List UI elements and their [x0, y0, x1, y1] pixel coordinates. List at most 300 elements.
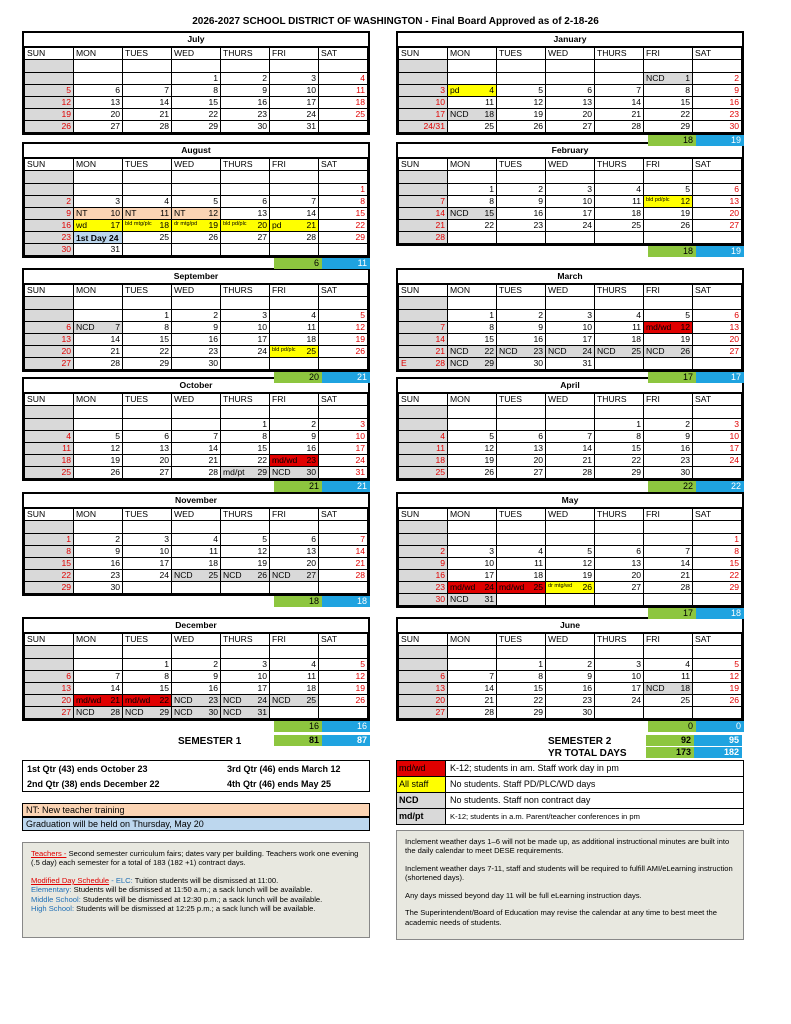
day-cell	[221, 695, 270, 707]
legend-desc: No students. Staff PD/PLC/WD days	[450, 779, 596, 789]
blank-cell	[221, 297, 270, 310]
day-cell: 17	[448, 570, 497, 582]
day-cell: 9	[221, 85, 270, 97]
day-cell: 3	[595, 659, 644, 671]
day-header: TUES	[123, 159, 172, 171]
day-tag: NCD	[548, 346, 567, 357]
day-cell: 13	[693, 196, 742, 208]
day-cell: 11	[399, 443, 448, 455]
student-day-count: 21	[274, 481, 322, 492]
day-cell: 21	[399, 346, 448, 358]
day-tag: NT	[174, 208, 186, 219]
year-totals	[646, 747, 742, 758]
day-header: MON	[74, 394, 123, 406]
blank-cell	[123, 521, 172, 534]
day-cell	[693, 358, 742, 370]
day-header: MON	[448, 159, 497, 171]
day-tag: wd	[76, 220, 87, 231]
day-cell	[123, 184, 172, 196]
day-header: THURS	[595, 509, 644, 521]
month-day-counts	[648, 608, 744, 619]
day-header: TUES	[123, 509, 172, 521]
weather-note: Inclement weather days 7-11, staff and students will be required to fulfill AMI/eLearning instruction (shortened days).	[405, 863, 733, 883]
day-cell	[644, 346, 693, 358]
day-cell: 22	[319, 220, 368, 232]
day-cell: 2	[172, 310, 221, 322]
day-header: THURS	[221, 634, 270, 646]
day-cell	[74, 232, 123, 244]
day-header: THURS	[221, 48, 270, 60]
day-cell: 10	[221, 322, 270, 334]
day-cell: 9	[399, 558, 448, 570]
month-name: April	[398, 379, 742, 393]
day-header: SUN	[399, 394, 448, 406]
day-cell: 16	[399, 570, 448, 582]
day-header: WED	[172, 159, 221, 171]
day-cell: 27	[399, 707, 448, 719]
day-cell: 9	[693, 85, 742, 97]
day-cell: 27	[74, 121, 123, 133]
staff-day-count: 22	[696, 481, 744, 492]
day-cell	[595, 346, 644, 358]
day-cell: 3	[221, 310, 270, 322]
day-cell	[693, 467, 742, 479]
day-cell	[74, 659, 123, 671]
month-day-counts	[648, 721, 744, 732]
staff-day-count: 18	[322, 596, 370, 607]
day-cell	[644, 196, 693, 208]
day-tag: bld pd/plc	[272, 347, 296, 354]
month-name: January	[398, 33, 742, 47]
day-cell: 28	[270, 232, 319, 244]
day-cell	[399, 184, 448, 196]
day-header: SAT	[693, 509, 742, 521]
day-cell: 5	[319, 659, 368, 671]
day-cell: 4	[644, 659, 693, 671]
legend-key: All staff	[397, 777, 446, 792]
month-day-counts	[274, 481, 370, 492]
blank-cell	[172, 171, 221, 184]
staff-day-count: 0	[696, 721, 744, 732]
day-cell: 14	[74, 683, 123, 695]
day-number: 25	[208, 570, 218, 581]
day-cell: 18	[270, 334, 319, 346]
day-number: 23	[208, 695, 218, 706]
day-tag: NCD	[450, 358, 469, 369]
month-april	[396, 377, 744, 481]
blank-cell	[497, 171, 546, 184]
day-header: TUES	[497, 394, 546, 406]
day-cell	[644, 707, 693, 719]
day-cell: 6	[74, 85, 123, 97]
day-cell	[74, 419, 123, 431]
day-cell	[448, 346, 497, 358]
blank-cell	[399, 646, 448, 659]
day-cell: 1	[595, 419, 644, 431]
day-cell: 4	[595, 184, 644, 196]
day-cell	[172, 707, 221, 719]
day-cell	[270, 455, 319, 467]
day-cell: 22	[644, 109, 693, 121]
day-cell: 17	[546, 208, 595, 220]
blank-cell	[123, 297, 172, 310]
day-cell: 17	[693, 443, 742, 455]
blank-cell	[595, 171, 644, 184]
day-cell	[74, 73, 123, 85]
day-cell: 12	[25, 97, 74, 109]
day-cell	[448, 582, 497, 594]
day-cell	[74, 208, 123, 220]
day-cell: 29	[319, 232, 368, 244]
student-day-count: 18	[648, 135, 696, 146]
day-cell: 28	[595, 121, 644, 133]
day-cell: 17	[546, 334, 595, 346]
day-cell: 20	[595, 570, 644, 582]
day-header: SAT	[319, 509, 368, 521]
weather-note: Any days missed beyond day 11 will be full eLearning instruction days.	[405, 890, 642, 900]
blank-cell	[693, 406, 742, 419]
day-cell: 13	[25, 683, 74, 695]
day-cell: 6	[693, 310, 742, 322]
day-cell: 17	[123, 558, 172, 570]
day-cell: 19	[497, 109, 546, 121]
student-day-count: 18	[648, 246, 696, 257]
day-cell	[270, 358, 319, 370]
day-cell: 8	[172, 85, 221, 97]
day-cell: 25	[319, 109, 368, 121]
day-cell	[221, 467, 270, 479]
month-name: November	[24, 494, 368, 508]
day-header: THURS	[595, 159, 644, 171]
day-cell	[270, 244, 319, 256]
day-header: MON	[448, 394, 497, 406]
month-name: October	[24, 379, 368, 393]
day-cell: 28	[74, 358, 123, 370]
blank-cell	[270, 171, 319, 184]
day-cell: 14	[123, 97, 172, 109]
day-cell: 19	[25, 109, 74, 121]
day-tag: md/wd	[272, 455, 298, 466]
day-header: THURS	[595, 48, 644, 60]
month-november	[22, 492, 370, 596]
day-cell	[270, 707, 319, 719]
day-cell: 12	[546, 558, 595, 570]
blank-cell	[270, 646, 319, 659]
day-cell	[270, 582, 319, 594]
day-cell: 4	[270, 310, 319, 322]
day-cell: 18	[399, 455, 448, 467]
day-header: WED	[172, 394, 221, 406]
day-cell: 4	[270, 659, 319, 671]
day-cell: 29	[25, 582, 74, 594]
day-header: FRI	[644, 394, 693, 406]
day-cell	[74, 695, 123, 707]
day-cell: 6	[270, 534, 319, 546]
day-cell	[546, 582, 595, 594]
day-cell: 8	[595, 431, 644, 443]
day-tag: bld mtg/plc	[125, 221, 152, 228]
staff-day-count: 21	[322, 481, 370, 492]
day-cell: 6	[399, 671, 448, 683]
day-tag: bld pd/plc	[223, 221, 247, 228]
day-cell	[448, 358, 497, 370]
semester1-label: SEMESTER 1	[178, 736, 242, 747]
day-number: 29	[159, 707, 169, 718]
day-cell	[221, 570, 270, 582]
day-cell: 4	[399, 431, 448, 443]
day-cell: 11	[172, 546, 221, 558]
day-cell	[123, 73, 172, 85]
day-cell	[399, 358, 448, 370]
day-cell: 21	[399, 220, 448, 232]
blank-cell	[123, 646, 172, 659]
day-cell: 16	[25, 220, 74, 232]
blank-cell	[399, 60, 448, 73]
day-cell: 18	[595, 334, 644, 346]
day-cell	[546, 346, 595, 358]
day-cell: 1	[448, 310, 497, 322]
day-cell: 9	[25, 208, 74, 220]
day-cell: 7	[595, 85, 644, 97]
blank-cell	[399, 171, 448, 184]
day-cell: 10	[270, 85, 319, 97]
day-cell: 15	[221, 443, 270, 455]
day-header: SAT	[319, 394, 368, 406]
day-cell: 9	[172, 322, 221, 334]
day-cell: 16	[644, 443, 693, 455]
day-cell: 24	[270, 109, 319, 121]
day-cell: 6	[25, 322, 74, 334]
day-cell: 8	[221, 431, 270, 443]
day-cell	[123, 220, 172, 232]
blank-cell	[448, 646, 497, 659]
day-header: TUES	[123, 634, 172, 646]
blank-cell	[693, 297, 742, 310]
day-cell: 30	[497, 358, 546, 370]
day-cell: 15	[448, 334, 497, 346]
day-cell: 13	[123, 443, 172, 455]
blank-cell	[319, 646, 368, 659]
high-text: Students will be dismissed at 12:25 p.m.; a sack lunch will be available.	[74, 904, 316, 914]
day-cell: 2	[399, 546, 448, 558]
blank-cell	[497, 60, 546, 73]
day-header: THURS	[221, 394, 270, 406]
day-tag: md/wd	[76, 695, 102, 706]
blank-cell	[399, 521, 448, 534]
blank-cell	[319, 171, 368, 184]
day-cell: 24	[221, 346, 270, 358]
day-cell	[319, 707, 368, 719]
day-number: 28	[435, 358, 445, 369]
day-cell: 8	[319, 196, 368, 208]
month-december	[22, 617, 370, 721]
day-cell: 9	[497, 196, 546, 208]
blank-cell	[74, 60, 123, 73]
day-cell	[74, 220, 123, 232]
day-cell: 30	[25, 244, 74, 256]
day-cell: 14	[546, 443, 595, 455]
day-cell: 20	[546, 109, 595, 121]
day-cell: 14	[270, 208, 319, 220]
day-tag: NCD	[272, 467, 291, 478]
day-cell: 3	[74, 196, 123, 208]
day-cell	[595, 232, 644, 244]
day-cell	[448, 594, 497, 606]
month-june	[396, 617, 744, 721]
day-header: FRI	[644, 509, 693, 521]
day-cell	[546, 232, 595, 244]
day-number: 1	[685, 73, 690, 84]
day-cell: 11	[644, 671, 693, 683]
day-cell: 24	[319, 455, 368, 467]
day-header: SAT	[693, 394, 742, 406]
nt-note: NT: New teacher training	[22, 803, 370, 817]
year-total-green: 173	[646, 747, 694, 758]
day-header: MON	[74, 509, 123, 521]
day-cell: 29	[595, 467, 644, 479]
blank-cell	[644, 60, 693, 73]
day-cell: 23	[25, 232, 74, 244]
day-cell	[172, 419, 221, 431]
day-cell: 15	[123, 683, 172, 695]
day-cell: 22	[497, 695, 546, 707]
day-cell: 17	[221, 334, 270, 346]
day-cell	[595, 534, 644, 546]
day-cell	[25, 73, 74, 85]
day-cell: 14	[644, 558, 693, 570]
day-cell: 28	[644, 582, 693, 594]
day-cell: 19	[319, 334, 368, 346]
semester2-blue: 95	[694, 735, 742, 746]
day-header: TUES	[123, 394, 172, 406]
day-cell: 15	[595, 443, 644, 455]
day-number: 24	[484, 582, 494, 593]
month-name: May	[398, 494, 742, 508]
day-cell: 22	[448, 220, 497, 232]
day-cell: 10	[595, 671, 644, 683]
legend-row	[397, 761, 743, 777]
day-cell: 2	[693, 73, 742, 85]
day-cell: 17	[399, 109, 448, 121]
blank-cell	[172, 521, 221, 534]
student-day-count: 17	[648, 372, 696, 383]
day-cell: 10	[221, 671, 270, 683]
day-header: THURS	[221, 509, 270, 521]
day-cell: 29	[172, 121, 221, 133]
day-cell: 17	[270, 97, 319, 109]
day-cell: 5	[74, 431, 123, 443]
day-cell: 3	[546, 310, 595, 322]
day-cell: 6	[221, 196, 270, 208]
month-name: February	[398, 144, 742, 158]
day-cell: 18	[497, 570, 546, 582]
day-cell	[399, 419, 448, 431]
day-cell	[25, 310, 74, 322]
semester2-totals	[646, 735, 742, 746]
day-cell: 25	[448, 121, 497, 133]
day-cell	[399, 310, 448, 322]
day-header: FRI	[644, 48, 693, 60]
day-cell: 3	[319, 419, 368, 431]
day-number: 21	[306, 220, 316, 231]
day-cell: 1	[25, 534, 74, 546]
legend-key: md/pt	[397, 809, 446, 824]
day-cell: 31	[319, 467, 368, 479]
day-cell: 30	[644, 467, 693, 479]
day-cell: 25	[399, 467, 448, 479]
day-tag: NCD	[450, 109, 469, 120]
day-cell: 31	[74, 244, 123, 256]
day-header: SUN	[399, 634, 448, 646]
day-cell: 15	[693, 558, 742, 570]
day-cell: 27	[497, 467, 546, 479]
day-cell: 21	[448, 695, 497, 707]
day-header: TUES	[497, 634, 546, 646]
elc-text: Tuition students will be dismissed at 11:00.	[132, 875, 279, 885]
high-label: High School:	[31, 904, 75, 914]
day-cell: 5	[644, 310, 693, 322]
month-day-counts	[274, 596, 370, 607]
day-cell: 28	[172, 467, 221, 479]
blank-cell	[497, 521, 546, 534]
day-cell: 22	[221, 455, 270, 467]
blank-cell	[74, 297, 123, 310]
blank-cell	[270, 297, 319, 310]
day-cell	[448, 73, 497, 85]
month-may	[396, 492, 744, 608]
day-number: 19	[208, 220, 218, 231]
day-cell: 27	[25, 358, 74, 370]
blank-cell	[644, 521, 693, 534]
day-cell: 19	[319, 683, 368, 695]
day-cell: 7	[399, 322, 448, 334]
day-cell: 11	[319, 85, 368, 97]
day-cell	[74, 707, 123, 719]
day-cell: 20	[25, 695, 74, 707]
day-number: 11	[160, 208, 169, 219]
day-cell: 18	[595, 208, 644, 220]
day-number: 15	[484, 208, 494, 219]
blank-cell	[25, 60, 74, 73]
day-tag: NT	[125, 208, 137, 219]
day-cell	[221, 244, 270, 256]
day-cell: 27	[693, 346, 742, 358]
staff-day-count: 19	[696, 135, 744, 146]
day-header: WED	[172, 48, 221, 60]
day-cell	[25, 184, 74, 196]
day-cell	[497, 582, 546, 594]
blank-cell	[172, 60, 221, 73]
day-cell: 23	[74, 570, 123, 582]
blank-cell	[172, 297, 221, 310]
blank-cell	[221, 171, 270, 184]
teachers-text: Second semester curriculum fairs; dates vary per building. Teachers work one evening (.5 day) each semester for a total of 183 (182 +1) contract days.	[31, 849, 359, 868]
day-cell: 21	[74, 346, 123, 358]
day-cell	[448, 85, 497, 97]
day-header: TUES	[497, 159, 546, 171]
day-cell	[74, 310, 123, 322]
day-cell: 4	[497, 546, 546, 558]
day-cell	[123, 695, 172, 707]
day-cell	[399, 659, 448, 671]
student-day-count: 22	[648, 481, 696, 492]
day-tag: NCD	[646, 73, 665, 84]
month-name: September	[24, 270, 368, 284]
day-header: TUES	[497, 509, 546, 521]
day-cell	[693, 232, 742, 244]
day-cell: 14	[595, 97, 644, 109]
day-header: SUN	[399, 159, 448, 171]
